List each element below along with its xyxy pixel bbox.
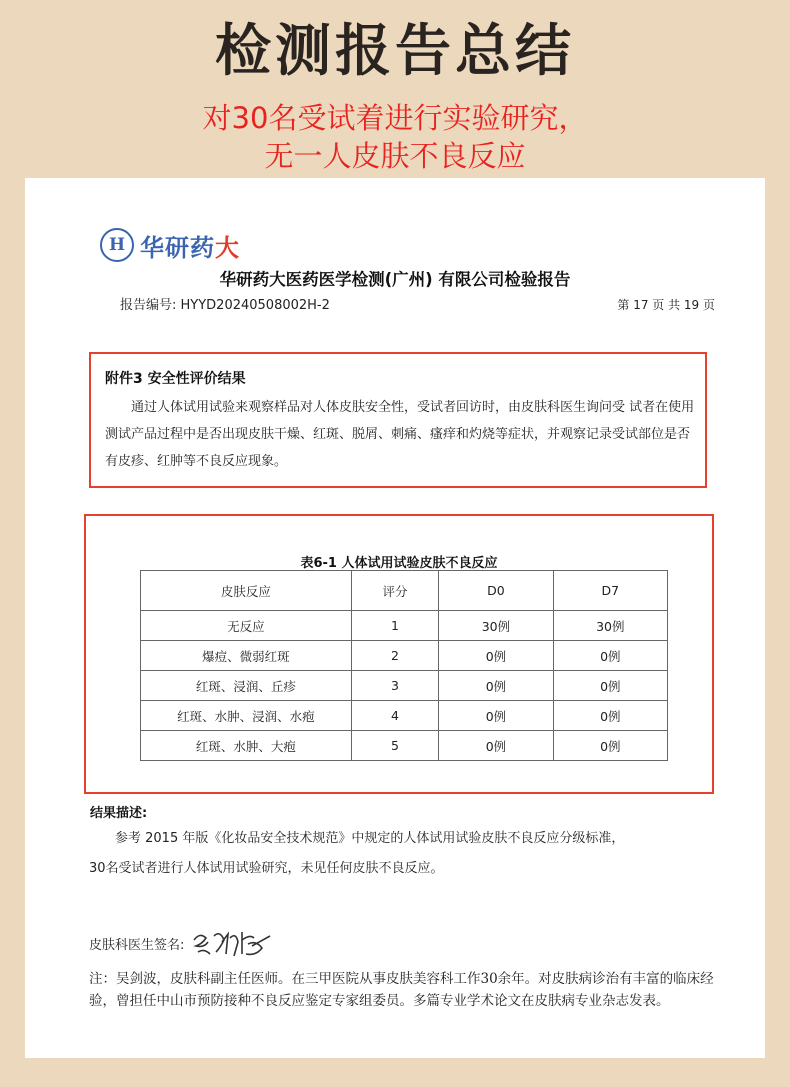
table-header-cell: D7 [553,571,667,611]
appendix-box [89,352,707,488]
table-header-cell: D0 [439,571,553,611]
table-cell: 0例 [439,641,553,671]
report-title: 华研药大医药医学检测(广州) 有限公司检验报告 [219,270,571,289]
table-cell: 2 [351,641,439,671]
table-caption: 表6-1 人体试用试验皮肤不良反应 [300,556,498,571]
table-cell: 0例 [553,701,667,731]
report-page [25,178,765,1058]
signature-label: 皮肤科医生签名: [89,937,185,953]
table-cell: 0例 [439,671,553,701]
table-cell: 1 [351,611,439,641]
table-row [141,731,668,761]
result-line-1: 参考 2015 年版《化妆品安全技术规范》中规定的人体试用试验皮肤不良反应分级标准， [115,831,625,846]
table-cell: 爆痘、微弱红斑 [141,641,352,671]
logo-text [140,228,240,263]
subtitle-line-1: 对30名受试着进行实验研究， [202,101,588,135]
table-cell: 3 [351,671,439,701]
logo-badge-icon: H [100,228,134,262]
doctor-note: 注：吴剑波，皮肤科副主任医师。在三甲医院从事皮肤美容科工作30余年。对皮肤病诊治有丰富的临床经验，曾担任中山市预防接种不良反应鉴定专家组委员。多篇专业学术论文在皮肤病专业杂志发表。 [89,971,714,1009]
table-row [141,611,668,641]
headline: 检测报告总结 [215,19,575,84]
subtitle-line-2: 无一人皮肤不良反应 [264,139,526,173]
signature-handwriting-icon [190,926,274,960]
table-cell: 0例 [439,731,553,761]
table-header-cell: 皮肤反应 [141,571,352,611]
table-cell: 30例 [553,611,667,641]
logo-text-red: 大 [215,233,240,262]
appendix-text: 通过人体试用试验来观察样品对人体皮肤安全性，受试者回访时，由皮肤科医生询问受 试者在使用测试产品过程中是否出现皮肤干燥、红斑、脱屑、刺痛、瘙痒和灼烧等症状，并观察记录受试部位是否有皮疹、红肿等不良反应现象。 [105,400,695,469]
table-header-row [141,571,668,611]
adverse-reaction-table [140,570,668,761]
logo-text-blue: 华研药 [140,233,215,262]
table-row [141,671,668,701]
table-cell: 0例 [553,671,667,701]
page-number: 第 17 页 共 19 页 [617,298,715,312]
report-number: 报告编号: HYYD20240508002H-2 [120,298,330,313]
table-cell: 4 [351,701,439,731]
table-cell: 0例 [553,641,667,671]
company-logo [100,228,240,262]
result-label: 结果描述: [90,806,148,821]
table-cell: 5 [351,731,439,761]
result-line-2: 30名受试者进行人体试用试验研究，未见任何皮肤不良反应。 [89,861,444,876]
signature-block [89,926,274,960]
table-cell: 0例 [553,731,667,761]
table-cell: 红斑、水肿、大疱 [141,731,352,761]
table-cell: 30例 [439,611,553,641]
table-cell: 无反应 [141,611,352,641]
table-row [141,641,668,671]
table-cell: 红斑、水肿、浸润、水疱 [141,701,352,731]
table-box [84,514,714,794]
table-cell: 0例 [439,701,553,731]
table-row [141,701,668,731]
result-text [89,824,729,884]
appendix-title: 附件3 安全性评价结果 [105,371,246,387]
table-cell: 红斑、浸润、丘疹 [141,671,352,701]
table-header-cell: 评分 [351,571,439,611]
